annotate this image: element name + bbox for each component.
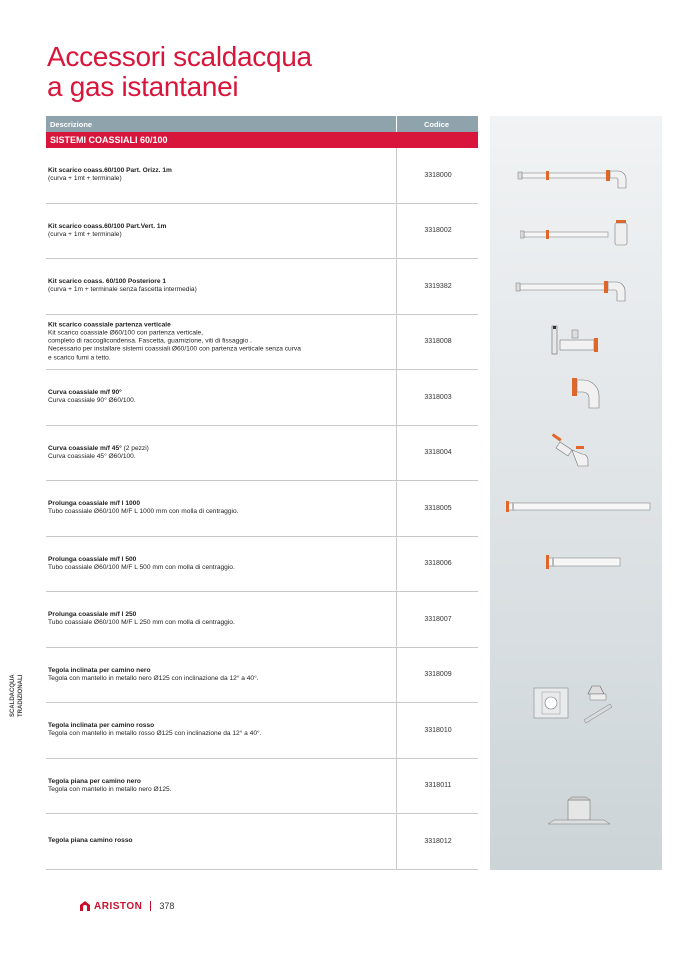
product-code: 3318002 <box>396 204 479 259</box>
product-code: 3318005 <box>396 481 479 536</box>
row-description <box>48 500 396 516</box>
product-name: Kit scarico coass.60/100 Part.Vert. 1m <box>48 222 167 230</box>
product-image-3318004 <box>550 432 602 468</box>
product-code: 3318011 <box>396 759 479 814</box>
product-detail-line: Tubo coassiale Ø60/100 M/F L 500 mm con molla di centraggio. <box>48 563 235 571</box>
table-row <box>46 703 478 759</box>
product-image-tegola-inclinata <box>532 684 612 724</box>
table-row <box>46 481 478 537</box>
row-description <box>48 278 396 294</box>
product-detail-line: (curva + 1m + terminale senza fascetta intermedia) <box>48 286 197 294</box>
side-label-line-1: SCALDACQUA <box>10 674 16 717</box>
product-code: 3318008 <box>396 315 479 370</box>
table-row <box>46 315 478 371</box>
product-image-3318008 <box>550 322 604 358</box>
row-description <box>48 167 396 183</box>
row-description <box>48 837 396 845</box>
product-detail-line: (curva + 1mt + terminale) <box>48 230 122 238</box>
product-image-tegola-piana <box>546 796 612 828</box>
product-name-extra: (2 pezzi) <box>121 444 149 452</box>
product-detail-line: Curva coassiale 90° Ø60/100. <box>48 397 136 405</box>
row-description <box>48 223 396 239</box>
table-row <box>46 814 478 870</box>
product-name: Tegola piana per camino nero <box>48 777 141 785</box>
title-line-2: a gas istantanei <box>47 71 239 102</box>
product-image-3318000 <box>516 164 634 190</box>
product-detail-line: Tegola con mantello in metallo nero Ø125 con inclinazione da 12° a 40°. <box>48 674 259 682</box>
product-image-3318002 <box>520 216 632 250</box>
row-description <box>48 722 396 738</box>
product-code: 3318006 <box>396 537 479 592</box>
brand-name: ARISTON <box>94 900 143 912</box>
product-detail-line: Curva coassiale 45° Ø60/100. <box>48 452 136 460</box>
section-heading: SISTEMI COASSIALI 60/100 <box>46 132 478 148</box>
footer <box>80 898 174 914</box>
product-code: 3318012 <box>396 814 479 869</box>
product-name: Prolunga coassiale m/f l 1000 <box>48 500 140 508</box>
row-description <box>48 556 396 572</box>
table-row <box>46 648 478 704</box>
page-title <box>47 42 312 102</box>
row-description <box>48 445 396 461</box>
product-detail-line: (curva + 1mt + terminale) <box>48 175 122 183</box>
product-name: Kit scarico coass.60/100 Part. Orizz. 1m <box>48 167 172 175</box>
table-row <box>46 759 478 815</box>
product-name: Prolunga coassiale m/f l 250 <box>48 611 137 619</box>
side-label <box>10 665 40 725</box>
table-row <box>46 370 478 426</box>
table-row <box>46 148 478 204</box>
product-detail-line: Kit scarico coassiale Ø60/100 con partenza verticale, <box>48 329 204 337</box>
product-image-panel <box>490 116 662 870</box>
product-name: Curva coassiale m/f 45° <box>48 444 122 452</box>
product-table <box>46 148 478 870</box>
product-name: Curva coassiale m/f 90° <box>48 389 122 397</box>
table-row <box>46 537 478 593</box>
ariston-logo-icon <box>80 901 90 911</box>
table-header <box>46 116 478 132</box>
product-detail-line: Tubo coassiale Ø60/100 M/F L 1000 mm con molla di centraggio. <box>48 508 239 516</box>
header-description: Descrizione <box>50 120 93 129</box>
product-name: Kit scarico coass. 60/100 Posteriore 1 <box>48 278 167 286</box>
product-name: Tegola inclinata per camino rosso <box>48 722 155 730</box>
page-number: 378 <box>159 901 175 911</box>
table-row <box>46 426 478 482</box>
product-detail-line: Tegola con mantello in metallo nero Ø125. <box>48 785 172 793</box>
row-description <box>48 778 396 794</box>
product-name: Tegola piana camino rosso <box>48 837 133 845</box>
product-image-3318005 <box>504 500 654 514</box>
product-detail-line: Necessario per installare sistemi coassiali Ø60/100 con partenza verticale senza curva <box>48 345 301 353</box>
product-detail-line: completo di raccoglicondensa. Fascetta, guarnizione, viti di fissaggio . <box>48 337 252 345</box>
product-image-3318006 <box>544 554 624 570</box>
product-code: 3318000 <box>396 148 479 203</box>
row-description <box>48 611 396 627</box>
product-code: 3318009 <box>396 648 479 703</box>
product-code: 3319382 <box>396 259 479 314</box>
table-row <box>46 204 478 260</box>
product-detail-line: e scarico fumi a tetto. <box>48 354 111 362</box>
product-code: 3318010 <box>396 703 479 758</box>
product-name: Prolunga coassiale m/f l 500 <box>48 555 137 563</box>
product-image-3318003 <box>568 376 604 412</box>
product-name: Kit scarico coassiale partenza verticale <box>48 321 171 329</box>
product-name: Tegola inclinata per camino nero <box>48 666 151 674</box>
row-description <box>48 667 396 683</box>
table-row <box>46 259 478 315</box>
product-image-3319382 <box>514 274 632 304</box>
side-label-line-2: TRADIZIONALI <box>18 674 24 717</box>
product-code: 3318007 <box>396 592 479 647</box>
product-code: 3318003 <box>396 370 479 425</box>
row-description <box>48 389 396 405</box>
product-code: 3318004 <box>396 426 479 481</box>
header-code: Codice <box>424 120 450 129</box>
row-description <box>48 321 396 362</box>
title-line-1: Accessori scaldacqua <box>47 41 312 72</box>
table-row <box>46 592 478 648</box>
product-detail-line: Tubo coassiale Ø60/100 M/F L 250 mm con molla di centraggio. <box>48 619 235 627</box>
product-detail-line: Tegola con mantello in metallo rosso Ø125 con inclinazione da 12° a 40°. <box>48 730 262 738</box>
